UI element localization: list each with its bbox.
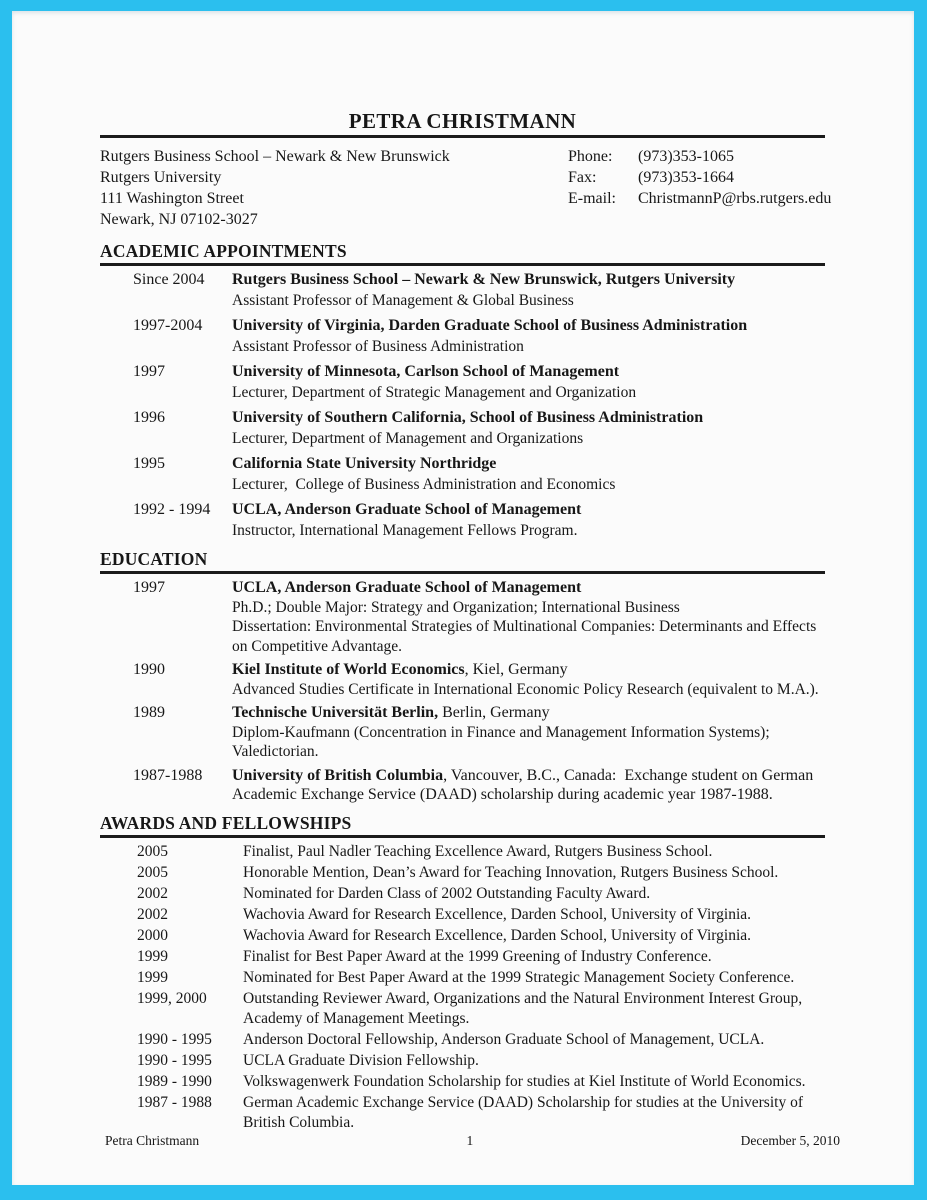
page-footer — [105, 1132, 840, 1149]
education-entry — [100, 578, 825, 656]
award-year: 1989 - 1990 — [137, 1072, 212, 1090]
appointment-entry — [100, 500, 825, 541]
education-entry — [100, 660, 825, 699]
contact-value: (973)353-1065 — [638, 148, 734, 165]
institution-name: UCLA, Anderson Graduate School of Management — [232, 579, 582, 596]
award-entry — [100, 905, 825, 925]
section-title-academic-appointments: ACADEMIC APPOINTMENTS — [100, 242, 825, 266]
award-description: Volkswagenwerk Foundation Scholarship for studies at Kiel Institute of World Economics. — [243, 1072, 806, 1090]
award-year: 2000 — [137, 926, 168, 944]
appointment-entry — [100, 316, 825, 357]
contact-methods — [568, 146, 831, 230]
degree-detail: Advanced Studies Certificate in International Economic Policy Research (equivalent to M.A.). — [232, 680, 819, 698]
institution-name: Technische Universität Berlin, — [232, 704, 439, 721]
appointment-entry — [100, 454, 825, 495]
education-year: 1990 — [133, 661, 165, 678]
education-body — [232, 766, 825, 805]
appointment-body — [232, 316, 825, 357]
position-title: Lecturer, College of Business Administration and Economics — [232, 475, 616, 493]
award-description: Anderson Doctoral Fellowship, Anderson Graduate School of Management, UCLA. — [243, 1030, 765, 1048]
award-entry — [100, 842, 825, 862]
appointment-body — [232, 454, 825, 495]
award-year: 2002 — [137, 905, 168, 923]
resume-page — [12, 11, 914, 1185]
award-year: 1999, 2000 — [137, 989, 207, 1007]
contact-row — [568, 146, 831, 167]
degree-detail: Diplom-Kaufmann (Concentration in Finance and Management Information Systems); Valedictorian. — [232, 723, 774, 760]
award-entry — [100, 1093, 825, 1133]
address-line: Rutgers Business School – Newark & New Brunswick — [100, 148, 450, 165]
awards-list — [100, 842, 825, 1133]
education-entry — [100, 766, 825, 805]
award-description: Nominated for Best Paper Award at the 1999 Strategic Management Society Conference. — [243, 968, 795, 986]
award-description: German Academic Exchange Service (DAAD) Scholarship for studies at the University of British Columbia. — [243, 1093, 807, 1131]
address-line: Newark, NJ 07102-3027 — [100, 211, 258, 228]
institution-name: California State University Northridge — [232, 455, 497, 472]
institution-name: UCLA, Anderson Graduate School of Management — [232, 501, 582, 518]
appointment-years: 1997-2004 — [133, 317, 203, 334]
award-year: 2005 — [137, 863, 168, 881]
person-name: PETRA CHRISTMANN — [348, 109, 577, 133]
institution-name: University of Southern California, School of Business Administration — [232, 409, 704, 426]
contact-value: (973)353-1664 — [638, 169, 734, 186]
award-entry — [100, 1072, 825, 1092]
address-line: Rutgers University — [100, 169, 222, 186]
appointment-body — [232, 500, 825, 541]
appointment-entry — [100, 408, 825, 449]
contact-label: Fax: — [568, 169, 597, 186]
contact-row — [568, 188, 831, 209]
award-year: 1999 — [137, 968, 168, 986]
position-title: Lecturer, Department of Strategic Management and Organization — [232, 383, 637, 401]
appointment-body — [232, 408, 825, 449]
award-description: Honorable Mention, Dean’s Award for Teaching Innovation, Rutgers Business School. — [243, 863, 779, 881]
position-title: Assistant Professor of Management & Global Business — [232, 291, 574, 309]
education-entry — [100, 703, 825, 762]
award-description: Wachovia Award for Research Excellence, Darden School, University of Virginia. — [243, 905, 752, 923]
education-list — [100, 578, 825, 805]
award-description: Finalist, Paul Nadler Teaching Excellence Award, Rutgers Business School. — [243, 842, 713, 860]
institution-name: Kiel Institute of World Economics — [232, 661, 465, 678]
appointment-body — [232, 270, 825, 311]
award-entry — [100, 863, 825, 883]
contact-value: ChristmannP@rbs.rutgers.edu — [638, 190, 832, 207]
appointment-body — [232, 362, 825, 403]
institution-name: Rutgers Business School – Newark & New Brunswick, Rutgers University — [232, 271, 736, 288]
position-title: Instructor, International Management Fellows Program. — [232, 521, 578, 539]
award-year: 1990 - 1995 — [137, 1030, 212, 1048]
resume-content — [100, 11, 832, 1133]
award-entry — [100, 989, 825, 1029]
appointment-years: Since 2004 — [133, 271, 205, 288]
award-description: Nominated for Darden Class of 2002 Outstanding Faculty Award. — [243, 884, 651, 902]
award-year: 1987 - 1988 — [137, 1093, 212, 1111]
position-title: Lecturer, Department of Management and Organizations — [232, 429, 584, 447]
education-year: 1987-1988 — [133, 766, 203, 784]
appointment-years: 1997 — [133, 363, 165, 380]
award-year: 1999 — [137, 947, 168, 965]
institution-name: University of British Columbia — [232, 766, 444, 784]
contact-label: Phone: — [568, 148, 613, 165]
award-year: 2002 — [137, 884, 168, 902]
institution-name: University of Minnesota, Carlson School of Management — [232, 363, 620, 380]
award-entry — [100, 884, 825, 904]
footer-date: December 5, 2010 — [740, 1133, 840, 1148]
education-year: 1997 — [133, 579, 165, 596]
award-description: Outstanding Reviewer Award, Organizations and the Natural Environment Interest Group, Academy of Management Meetings. — [243, 989, 806, 1027]
section-title-education: EDUCATION — [100, 550, 825, 574]
appointment-entry — [100, 270, 825, 311]
contact-row — [568, 167, 831, 188]
award-description: Finalist for Best Paper Award at the 1999 Greening of Industry Conference. — [243, 947, 712, 965]
institution-line — [232, 578, 825, 598]
contact-block — [100, 146, 832, 230]
award-year: 2005 — [137, 842, 168, 860]
appointment-entry — [100, 362, 825, 403]
education-body — [232, 703, 825, 762]
position-title: Assistant Professor of Business Administration — [232, 337, 524, 355]
award-entry — [100, 926, 825, 946]
appointment-years: 1992 - 1994 — [133, 501, 211, 518]
header-divider — [100, 135, 825, 138]
education-body — [232, 578, 825, 656]
section-title-awards: AWARDS AND FELLOWSHIPS — [100, 814, 825, 838]
address-line: 111 Washington Street — [100, 190, 244, 207]
address-block — [100, 146, 568, 230]
institution-line: Kiel Institute of World Economics, Kiel, Germany — [232, 661, 568, 678]
award-entry — [100, 968, 825, 988]
degree-detail: Dissertation: Environmental Strategies of Multinational Companies: Determinants and Effects on Competitive Advantage. — [232, 618, 821, 655]
award-description: Wachovia Award for Research Excellence, Darden School, University of Virginia. — [243, 926, 752, 944]
award-entry — [100, 1051, 825, 1071]
award-year: 1990 - 1995 — [137, 1051, 212, 1069]
degree-detail: Ph.D.; Double Major: Strategy and Organization; International Business — [232, 598, 680, 616]
appointment-years: 1995 — [133, 455, 165, 472]
institution-line: University of British Columbia, Vancouver, B.C., Canada: Exchange student on German Academic Exchange Service (DAAD) scholarship during academic year 1987-1988. — [232, 766, 817, 803]
award-entry — [100, 1030, 825, 1050]
footer-page-number: 1 — [466, 1133, 474, 1148]
institution-name: University of Virginia, Darden Graduate School of Business Administration — [232, 317, 748, 334]
institution-line: Technische Universität Berlin, Berlin, Germany — [232, 704, 550, 721]
appointments-list — [100, 270, 825, 541]
contact-label: E-mail: — [568, 190, 616, 207]
education-body — [232, 660, 825, 699]
appointment-years: 1996 — [133, 409, 165, 426]
award-description: UCLA Graduate Division Fellowship. — [243, 1051, 479, 1069]
footer-author: Petra Christmann — [105, 1133, 200, 1148]
award-entry — [100, 947, 825, 967]
education-year: 1989 — [133, 704, 165, 721]
